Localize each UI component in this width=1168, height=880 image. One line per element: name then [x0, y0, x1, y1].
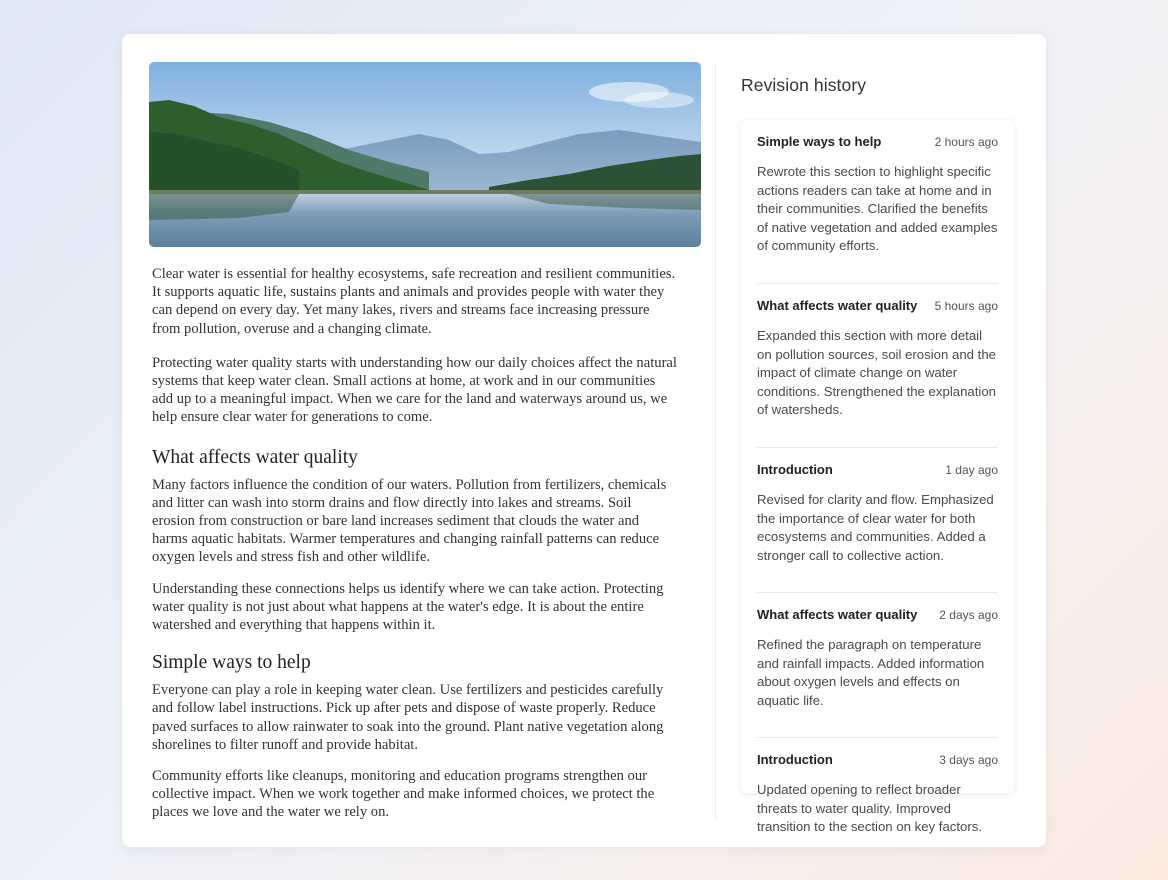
document-card: [122, 34, 1046, 847]
revision-section-name: What affects water quality: [757, 298, 918, 313]
revision-timestamp: 3 days ago: [939, 753, 998, 767]
revision-item[interactable]: [757, 462, 998, 593]
intro-paragraph-2: Protecting water quality starts with understanding how our daily choices affect the natural systems that keep water clean. Small actions at home, at work and in our communities add up to a meaningful impact. When we care for the land and waterways around us, we help ensure clear water for generations to come.: [152, 354, 677, 426]
intro-paragraph-1: Clear water is essential for healthy ecosystems, safe recreation and resilient communities. It supports aquatic life, sustains plants and animals and provides people with water they can depend on every day. Yet many lakes, rivers and streams face increasing pressure from pollution, overuse and a changing climate.: [152, 266, 676, 337]
revision-item[interactable]: [757, 752, 998, 863]
revision-description: Revised for clarity and flow. Emphasized the importance of clear water for both ecosystems and communities. Added a stronger call to collective action.: [757, 492, 994, 563]
section-paragraph: Many factors influence the condition of our waters. Pollution from fertilizers, chemicals and litter can wash into storm drains and flow directly into lakes and streams. Soil erosion from construction or bare land increases sediment that clouds the water and harms aquatic habitats. Warmer temperatures and changing rainfall patterns can reduce oxygen levels and stress fish and other wildlife.: [152, 476, 667, 566]
revision-item[interactable]: [757, 607, 998, 738]
section-paragraph: Everyone can play a role in keeping water clean. Use fertilizers and pesticides carefully and follow label instructions. Pick up after pets and dispose of waste properly. Reduce paved surfaces to allow rainwater to soak into the ground. Plant native vegetation along shorelines to filter runoff and provide habitat.: [152, 682, 664, 753]
revision-timestamp: 2 hours ago: [934, 135, 998, 149]
column-divider: [715, 64, 716, 819]
revision-description: Updated opening to reflect broader threats to water quality. Improved transition to the section on key factors.: [757, 782, 983, 834]
revision-section-name: Introduction: [757, 462, 833, 477]
revision-section-name: What affects water quality: [757, 607, 918, 622]
revision-description: Expanded this section with more detail on pollution sources, soil erosion and the impact of climate change on water conditions. Strengthened the explanation of watersheds.: [757, 328, 997, 417]
section-heading-simple-ways: Simple ways to help: [152, 652, 311, 674]
revision-description: Refined the paragraph on temperature and rainfall impacts. Added information about oxygen levels and effects on aquatic life.: [757, 637, 985, 708]
revision-section-name: Simple ways to help: [757, 134, 882, 149]
section-paragraph: Community efforts like cleanups, monitoring and education programs strengthen our collective impact. When we work together and make informed choices, we protect the places we love and the water we rely on.: [152, 768, 655, 821]
revision-timestamp: 5 hours ago: [934, 299, 998, 313]
revision-section-name: Introduction: [757, 752, 833, 767]
section-heading-what-affects: What affects water quality: [152, 446, 358, 468]
revision-timestamp: 2 days ago: [939, 608, 998, 622]
hero-image-lake: [149, 62, 701, 247]
revision-item[interactable]: [757, 134, 998, 284]
revision-history-title: Revision history: [741, 75, 867, 95]
revision-history-list: [741, 120, 1014, 834]
article-body: [152, 265, 678, 822]
revision-description: Rewrote this section to highlight specific actions readers can take at home and in their communities. Clarified the benefits of native vegetation and added examples of community efforts.: [757, 164, 998, 253]
revision-item[interactable]: [757, 298, 998, 448]
revision-timestamp: 1 day ago: [945, 463, 998, 477]
section-paragraph: Understanding these connections helps us identify where we can take action. Protecting water quality is not just about what happens at the water's edge. It is about the entire watershed and everything that happens within it.: [152, 580, 664, 634]
